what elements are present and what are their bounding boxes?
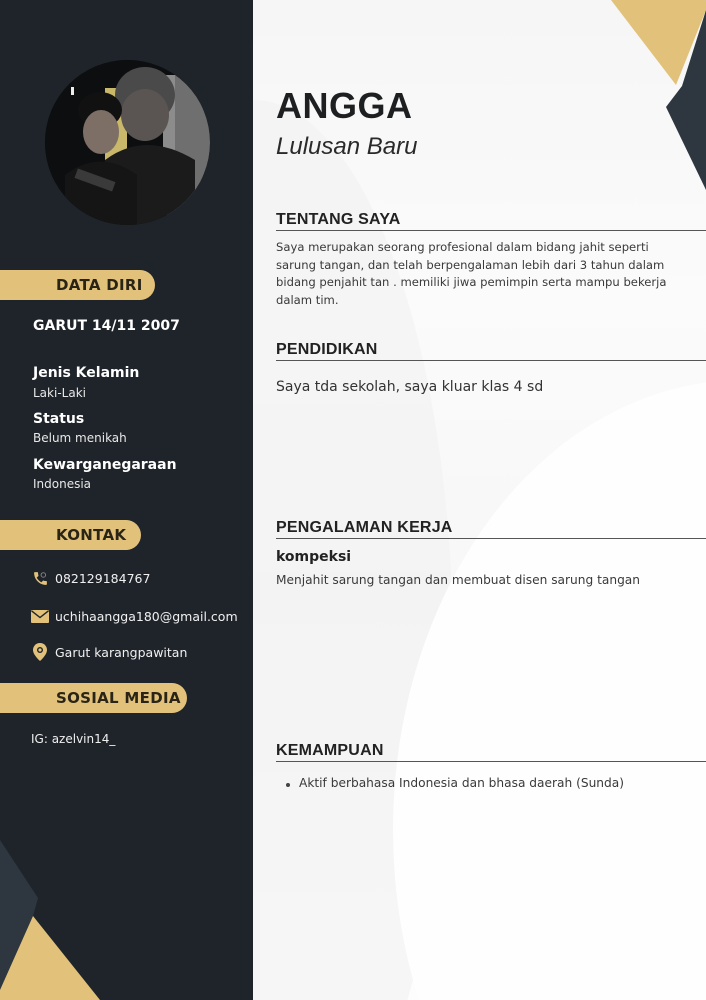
birth-place-date: GARUT 14/11 2007 [33,318,180,334]
contact-email-value: uchihaangga180@gmail.com [55,608,238,624]
section-about [276,211,706,309]
section-pill-sosial-media [0,683,187,713]
contact-address-value: Garut karangpawitan [55,644,188,660]
profile-photo-illustration [45,60,210,225]
sidebar [0,0,253,1000]
section-title-sosial-media: SOSIAL MEDIA [56,689,181,707]
contact-address [31,644,187,660]
email-icon [31,608,49,624]
person-name: ANGGA [276,85,413,126]
about-text: Saya merupakan seorang profesional dalam bidang jahit seperti sarung tangan, dan telah berpengalaman lebih dari 3 tahun dalam bidang penjahit tan . memiliki jiwa pemimpin serta mampu bekerja dalam tim. [276,240,667,307]
skills-list [276,776,706,790]
phone-icon [31,570,49,586]
section-skills [276,742,706,790]
section-title-data-diri: DATA DIRI [56,276,143,294]
contact-phone[interactable] [31,570,150,586]
section-title-education: PENDIDIKAN [276,341,706,361]
section-experience [276,519,706,587]
profile-photo [45,60,210,225]
field-value-status: Belum menikah [33,431,127,445]
section-title-kontak: KONTAK [56,526,127,544]
corner-decoration-top-right [596,0,706,230]
education-text: Saya tda sekolah, saya kluar klas 4 sd [276,379,544,395]
section-title-about: TENTANG SAYA [276,211,706,231]
contact-email[interactable] [31,608,238,624]
section-title-skills: KEMAMPUAN [276,742,706,762]
corner-decoration-bottom-left [0,820,120,1000]
field-value-citizenship: Indonesia [33,477,92,491]
section-title-experience: PENGALAMAN KERJA [276,519,706,539]
job-title: kompeksi [276,549,352,565]
skill-item: Aktif berbahasa Indonesia dan bhasa daerah (Sunda) [276,776,706,790]
contact-phone-value: 082129184767 [55,570,151,586]
social-instagram[interactable]: IG: azelvin14_ [31,732,116,746]
field-label-status: Status [33,411,85,427]
job-description: Menjahit sarung tangan dan membuat disen sarung tangan [276,573,641,587]
field-label-citizenship: Kewarganegaraan [33,457,177,473]
field-value-gender: Laki-Laki [33,386,86,400]
section-pill-data-diri [0,270,155,300]
person-role: Lulusan Baru [276,133,418,160]
section-education [276,341,706,395]
section-pill-kontak [0,520,141,550]
field-label-gender: Jenis Kelamin [33,365,140,381]
location-pin-icon [31,644,49,660]
